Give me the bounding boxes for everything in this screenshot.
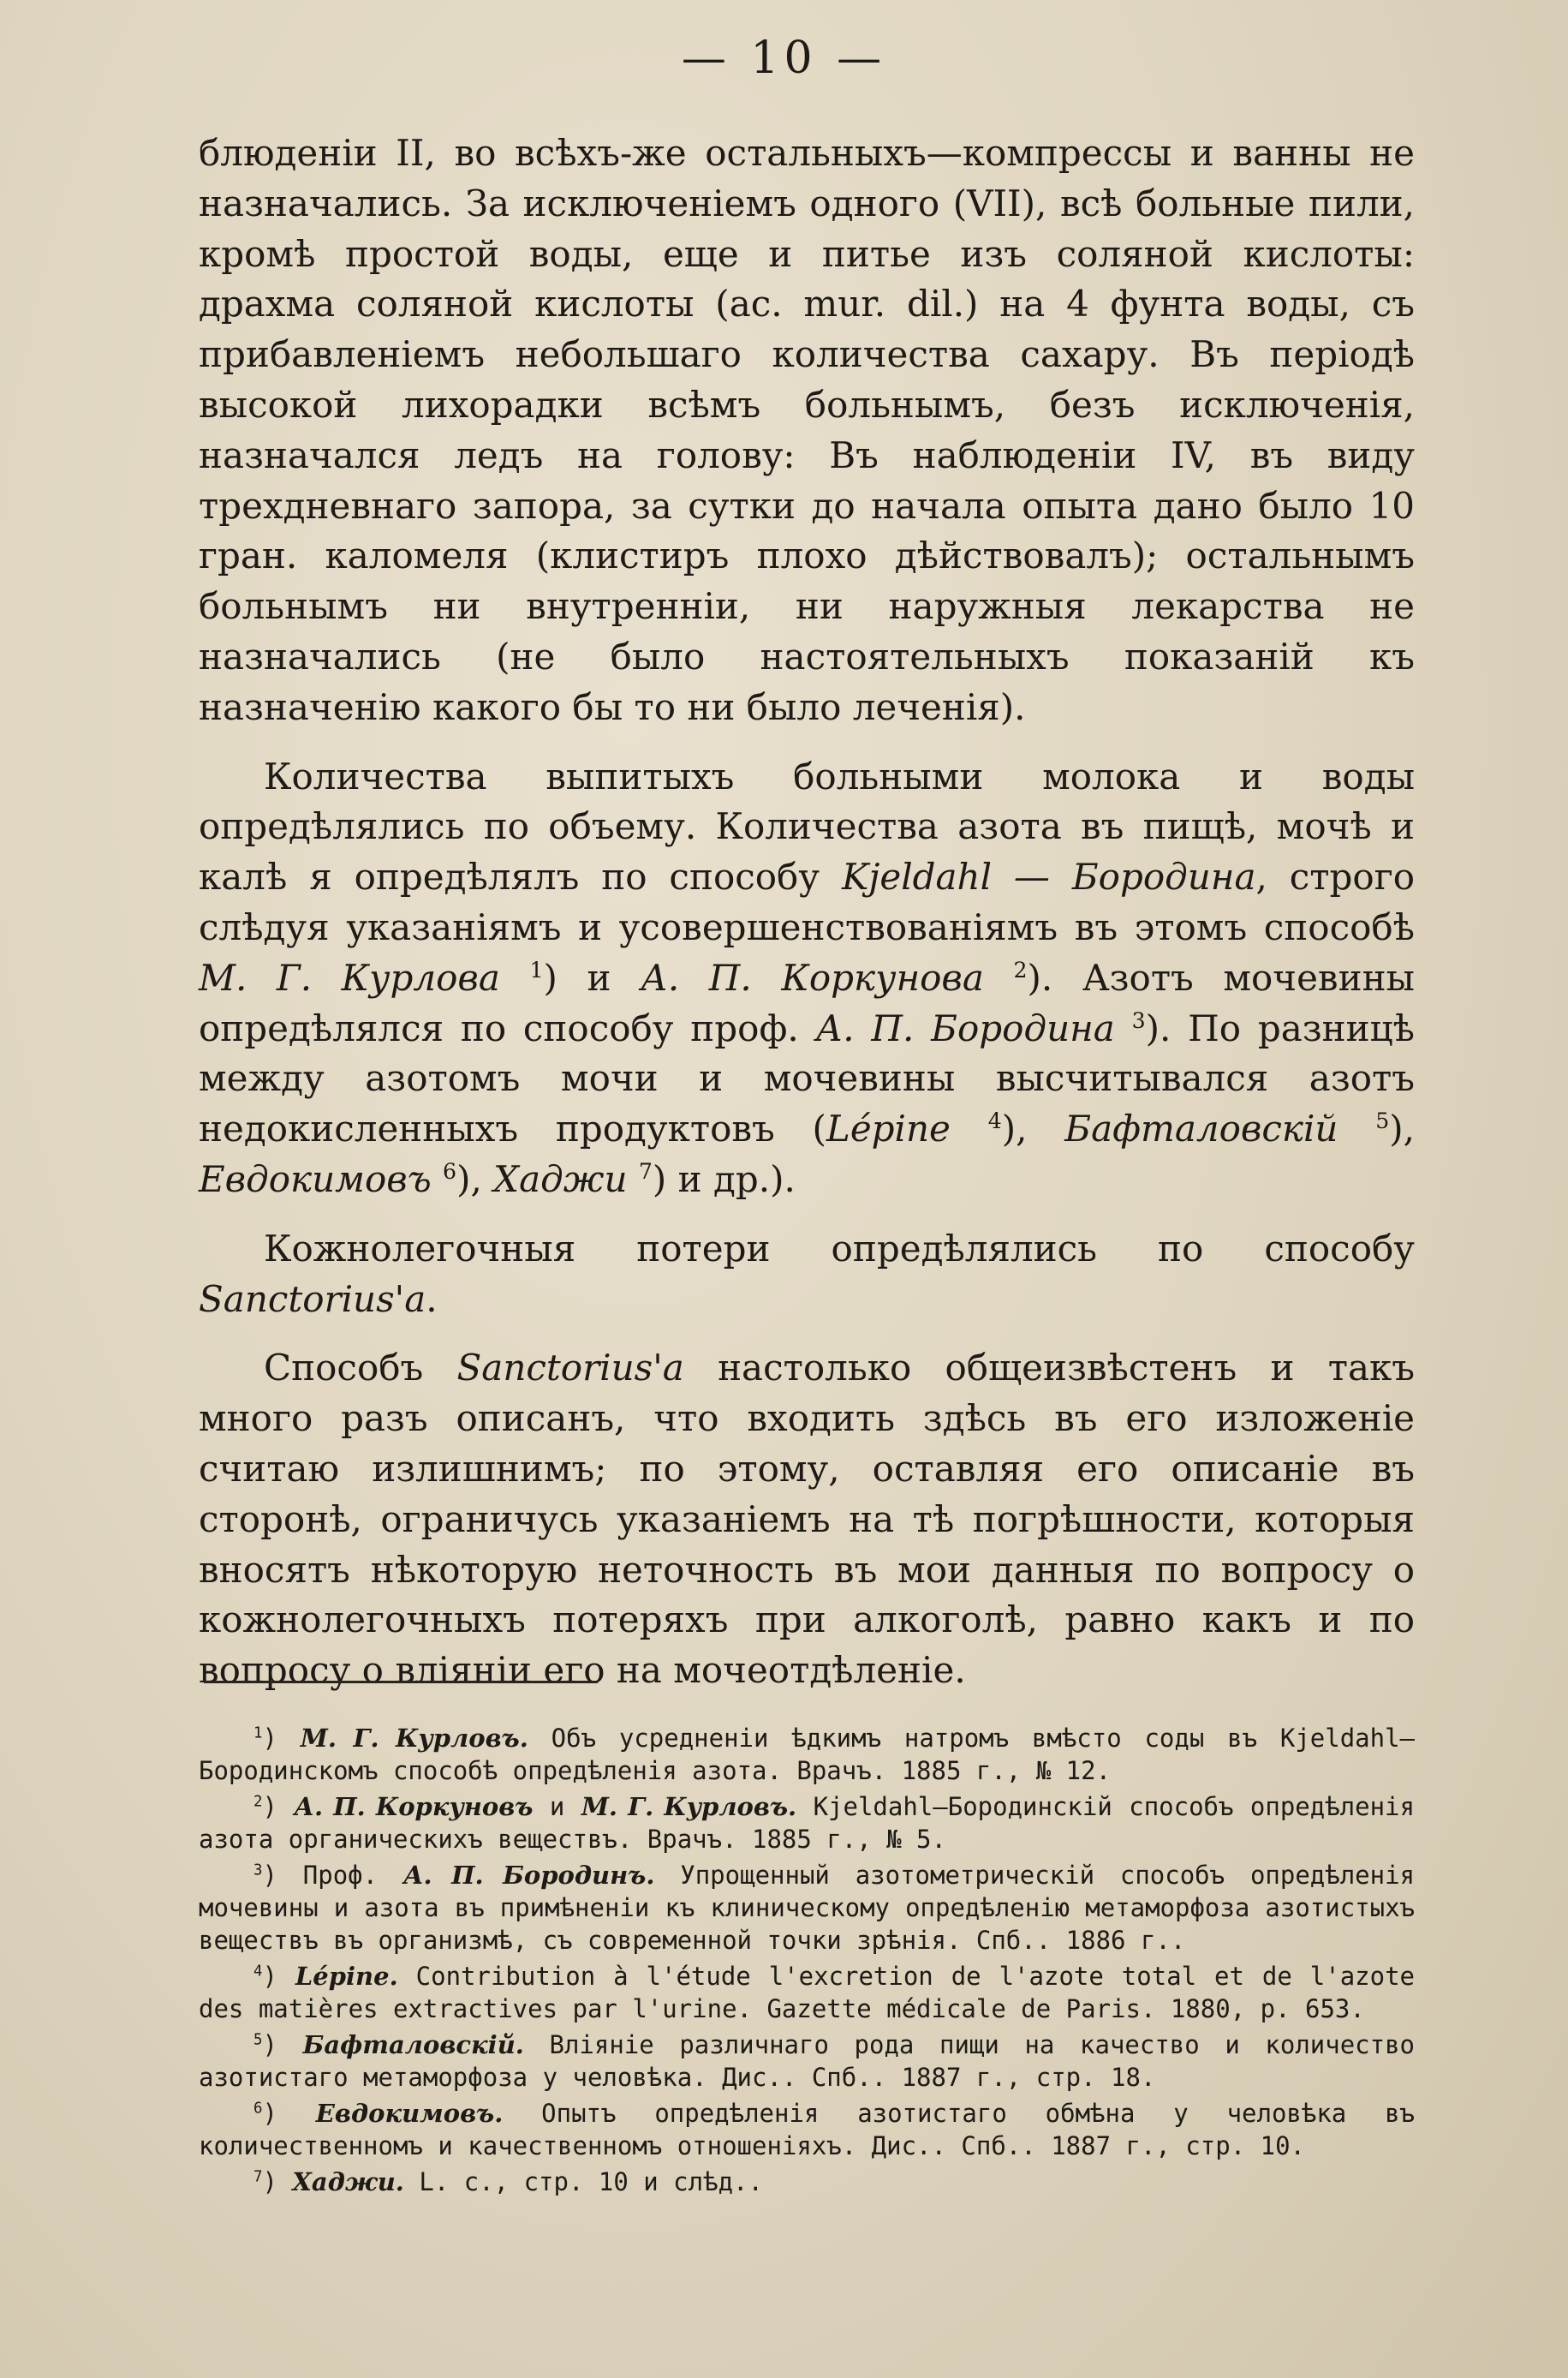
paragraph-2 — [199, 752, 1415, 1205]
footnote-2: $^2$) А. П. Коркуновъ и М. Г. Курловъ. Kjeldahl—Бородинскій способъ опредѣленія азота органическихъ веществъ. Врачъ. 1885 г., № 5. — [199, 1792, 1415, 1854]
footnote-text: Объ усредненіи ѣдкимъ натромъ вмѣсто соды въ Kjeldahl—Бородинскомъ способѣ опредѣленія азота. Врачъ. 1885 г., № 12. — [199, 1724, 1416, 1785]
footnote-text: Kjeldahl—Бородинскій способъ опредѣленія азота органическихъ веществъ. Врачъ. 1885 г., № 5. — [199, 1792, 1415, 1854]
footnote-text: Упрощенный азотометрическій способъ опредѣленія мочевины и азота въ примѣненіи къ клиническому опредѣленію метаморфоза азотистыхъ веществъ въ организмѣ, съ современной точки зрѣнія. Спб.. 1886 г.. — [199, 1861, 1415, 1955]
text-run: ), — [1001, 1108, 1065, 1150]
text-run: ) и др.). — [652, 1157, 796, 1200]
footnote-1: $^1$) М. Г. Курловъ. Объ усредненіи ѣдкимъ натромъ вмѣсто соды въ Kjeldahl—Бородинскомъ способѣ опредѣленія азота. Врачъ. 1885 г., № 12. — [199, 1724, 1416, 1785]
footnote-mark: 6 — [253, 2100, 263, 2118]
footnote-3: $^3$) Проф. А. П. Бородинъ. Упрощенный азотометрическій способъ опредѣленія мочевины и азота въ примѣненіи къ клиническому опредѣленію метаморфоза азотистыхъ веществъ въ организмѣ, съ современной точки зрѣнія. Спб.. 1886 г.. — [199, 1861, 1415, 1955]
footnote-text: Contribution à l'étude l'excretion de l'azote total et de l'azote des matières extractives par l'urine. Gazette médicale de Paris. 1880, p. 653. — [199, 1962, 1415, 2023]
footnote-author: Хаджи. — [292, 2167, 404, 2196]
italic-author: Евдокимовъ — [199, 1157, 432, 1200]
footnote-marker: 5 — [1375, 1108, 1390, 1134]
footnote-4: $^4$) Lépine. Contribution à l'étude l'excretion de l'azote total et de l'azote des matières extractives par l'urine. Gazette médicale de Paris. 1880, p. 653. — [199, 1962, 1415, 2023]
footnote-author: А. П. Коркуновъ — [294, 1792, 534, 1821]
footnote-mark: 3 — [253, 1861, 263, 1879]
italic-author: Хаджи — [493, 1157, 628, 1200]
italic-author: Бафталовскій — [1064, 1108, 1338, 1150]
footnotes — [199, 1722, 1415, 2202]
footnote-text: L. c., стр. 10 и слѣд.. — [419, 2167, 763, 2196]
footnote-author: Бафталовскій. — [302, 2030, 524, 2059]
footnote-mark: 2 — [253, 1793, 263, 1811]
footnote-author: Lépine. — [295, 1962, 398, 1991]
paragraph-4 — [199, 1343, 1415, 1696]
paragraph-3 — [199, 1224, 1415, 1325]
italic-author: М. Г. Курлова — [199, 956, 500, 999]
footnote-marker: 2 — [1013, 957, 1028, 983]
footnote-author: А. П. Бородинъ. — [402, 1861, 655, 1890]
footnote-marker: 4 — [987, 1108, 1002, 1134]
main-text — [199, 128, 1415, 1715]
italic-term: Kjeldahl — Бородина — [841, 856, 1256, 899]
text-run: настолько общеизвѣстенъ и такъ много разъ описанъ, что входить здѣсь въ его изложеніе считаю излишнимъ; по этому, оставляя его описаніе въ сторонѣ, ограничусь указаніемъ на тѣ погрѣшности, которыя вносятъ нѣкоторую неточность въ мои данныя по вопросу о кожнолегочныхъ потеряхъ при алкоголѣ, равно какъ и по вопросу о вліяніи его на мочеотдѣленіе. — [199, 1347, 1415, 1692]
text-run: ). По разницѣ между азотомъ мочи и мочевины высчитывался азотъ недокисленныхъ продуктовъ ( — [199, 1007, 1415, 1150]
text-run: Способъ — [264, 1347, 457, 1389]
page-number: — 10 — — [681, 33, 887, 84]
text-run: ). Азотъ мочевины опредѣлялся по способу проф. — [199, 956, 1415, 1049]
footnote-prefix: Проф. — [302, 1861, 379, 1890]
footnote-text: Опытъ опредѣленія азотистаго обмѣна у человѣка въ количественномъ и качественномъ отношеніяхъ. Дис.. Спб.. 1887 г., стр. 10. — [199, 2099, 1416, 2160]
text-run: ), — [456, 1157, 494, 1200]
italic-author: А. П. Коркунова — [641, 956, 984, 999]
footnote-mark: 1 — [253, 1724, 263, 1742]
italic-term: Sanctorius'a — [456, 1347, 684, 1389]
footnote-marker: 6 — [443, 1158, 457, 1184]
text-run: . — [426, 1277, 438, 1320]
text-run: ) и — [543, 956, 641, 999]
text-run: Кожнолегочныя потери опредѣлялись по способу — [264, 1227, 1415, 1270]
footnote-author: Евдокимовъ. — [315, 2099, 504, 2128]
footnote-author: М. Г. Курловъ. — [581, 1792, 797, 1821]
footnote-marker: 3 — [1131, 1007, 1146, 1033]
footnote-6: $^6$) Евдокимовъ. Опытъ опредѣленія азотистаго обмѣна у человѣка въ количественномъ и качественномъ отношеніяхъ. Дис.. Спб.. 1887 г., стр. 10. — [199, 2099, 1416, 2160]
italic-author: А. П. Бородина — [815, 1007, 1115, 1049]
footnote-conjunction: и — [549, 1792, 565, 1821]
text-run: , строго слѣдуя указаніямъ и усовершенствованіямъ въ этомъ способѣ — [199, 856, 1415, 948]
footnote-5: $^5$) Бафталовскій. Вліяніе различнаго рода пищи на качество и количество азотистаго метаморфоза у человѣка. Дис.. Спб.. 1887 г., стр. 18. — [199, 2030, 1415, 2092]
text-run: Количества выпитыхъ больными молока и воды опредѣлялись по объему. Количества азота въ пищѣ, мочѣ и калѣ я опредѣлялъ по способу — [199, 755, 1415, 899]
text-run: ), — [1389, 1108, 1416, 1150]
footnote-7: $^7$) Хаджи. L. c., стр. 10 и слѣд.. — [253, 2167, 763, 2196]
footnote-mark: 5 — [253, 2031, 263, 2049]
footnote-marker: 7 — [638, 1158, 653, 1184]
italic-author: Lépine — [826, 1108, 951, 1150]
footnote-marker: 1 — [529, 957, 544, 983]
italic-term: Sanctorius'a — [199, 1277, 426, 1320]
footnote-mark: 4 — [253, 1963, 263, 1981]
footnote-author: М. Г. Курловъ. — [300, 1724, 528, 1753]
footnote-text: Вліяніе различнаго рода пищи на качество и количество азотистаго метаморфоза у человѣка. Дис.. Спб.. 1887 г., стр. 18. — [199, 2030, 1415, 2092]
footnote-divider — [204, 1681, 598, 1683]
footnote-mark: 7 — [253, 2168, 263, 2186]
paragraph-1: блюденіи II, во всѣхъ-же остальныхъ—компрессы и ванны не назначались. За исключеніемъ одного (VII), всѣ больные пили, кромѣ простой воды, еще и питье изъ соляной кислоты: драхма соляной кислоты (ac. mur. dil.) на 4 фунта воды, съ прибавленіемъ небольшаго количества сахару. Въ періодѣ высокой лихорадки всѣмъ больнымъ, безъ исключенія, назначался ледъ на голову: Въ наблюденіи IV, въ виду трехдневнаго запора, за сутки до начала опыта дано было 10 гран. каломеля (клистиръ плохо дѣйствовалъ); остальнымъ больнымъ ни внутренніи, ни наружныя лекарства не назначались (не было настоятельныхъ показаній къ назначенію какого бы то ни было леченія). — [199, 132, 1415, 728]
